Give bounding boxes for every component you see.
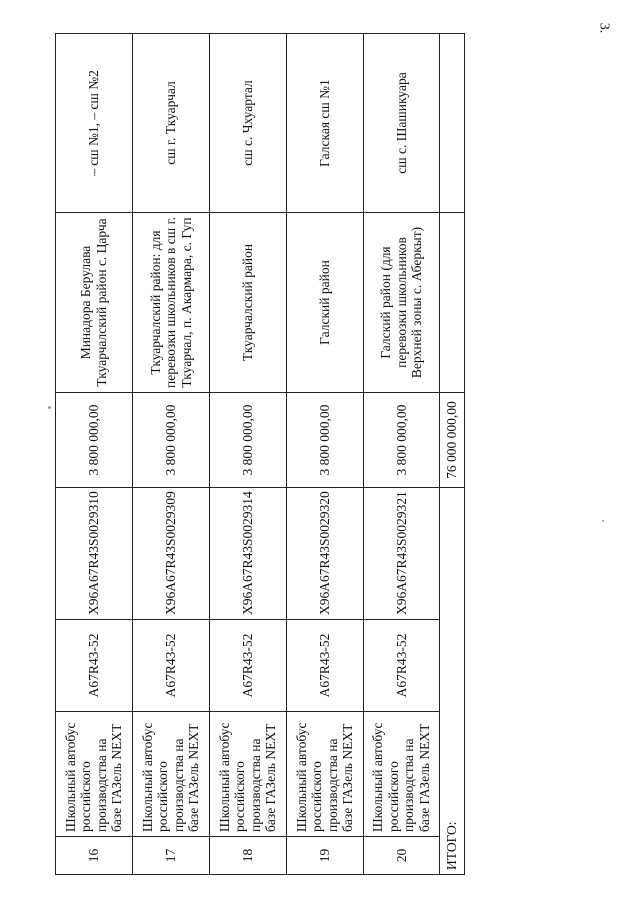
vehicle-price: 3 800 000,00 — [209, 393, 286, 488]
table-row — [286, 34, 363, 875]
vehicle-vin: X96A67R43S0029310 — [56, 488, 133, 620]
empty-cell — [440, 213, 465, 393]
scan-speck — [602, 520, 604, 522]
vehicle-model: A67R43-52 — [286, 620, 363, 712]
school: – сш №1, – сш №2 — [56, 34, 133, 213]
vehicle-price: 3 800 000,00 — [286, 393, 363, 488]
table-row — [132, 34, 209, 875]
vehicle-name: Школьный автобус российского производства на базе ГАЗель NEXT — [286, 712, 363, 837]
vehicle-vin: X96A67R43S0029321 — [363, 488, 440, 620]
vehicle-name: Школьный автобус российского производства на базе ГАЗель NEXT — [56, 712, 133, 837]
table-container — [55, 33, 465, 875]
row-number: 19 — [286, 837, 363, 875]
table-row — [363, 34, 440, 875]
school: сш с. Шашикуара — [363, 34, 440, 213]
district: Галский район (для перевозки школьников Верхней зоны с. Аберкыт) — [363, 213, 440, 393]
page-number: 3. — [595, 22, 611, 34]
school: Галская сш №1 — [286, 34, 363, 213]
vehicle-vin: X96A67R43S0029320 — [286, 488, 363, 620]
row-number: 18 — [209, 837, 286, 875]
vehicle-name: Школьный автобус российского производства на базе ГАЗель NEXT — [209, 712, 286, 837]
vehicle-name: Школьный автобус российского производства на базе ГАЗель NEXT — [363, 712, 440, 837]
vehicle-model: A67R43-52 — [209, 620, 286, 712]
rotated-table-frame — [55, 33, 465, 875]
empty-cell — [440, 34, 465, 213]
row-number: 16 — [56, 837, 133, 875]
vehicle-vin: X96A67R43S0029309 — [132, 488, 209, 620]
row-number: 20 — [363, 837, 440, 875]
vehicle-model: A67R43-52 — [132, 620, 209, 712]
bus-allocation-table — [55, 33, 465, 875]
vehicle-vin: X96A67R43S0029314 — [209, 488, 286, 620]
row-number: 17 — [132, 837, 209, 875]
scan-speck — [48, 406, 51, 409]
school: сш г. Ткуарчал — [132, 34, 209, 213]
total-value: 76 000 000,00 — [440, 393, 465, 488]
district: Галский район — [286, 213, 363, 393]
vehicle-model: A67R43-52 — [363, 620, 440, 712]
district: Ткуарчалский район — [209, 213, 286, 393]
vehicle-model: A67R43-52 — [56, 620, 133, 712]
total-row — [440, 34, 465, 875]
vehicle-price: 3 800 000,00 — [56, 393, 133, 488]
vehicle-price: 3 800 000,00 — [363, 393, 440, 488]
vehicle-name: Школьный автобус российского производства на базе ГАЗель NEXT — [132, 712, 209, 837]
district: Ткуарчалский район: для перевозки школьников в сш г. Ткуарчал, п. Акармара, с. Гуп — [132, 213, 209, 393]
total-label: ИТОГО: — [440, 488, 465, 875]
school: сш с. Чхуартал — [209, 34, 286, 213]
table-row — [56, 34, 133, 875]
district: Минадора Берулава Ткуарчалский район с. Царча — [56, 213, 133, 393]
vehicle-price: 3 800 000,00 — [132, 393, 209, 488]
table-row — [209, 34, 286, 875]
